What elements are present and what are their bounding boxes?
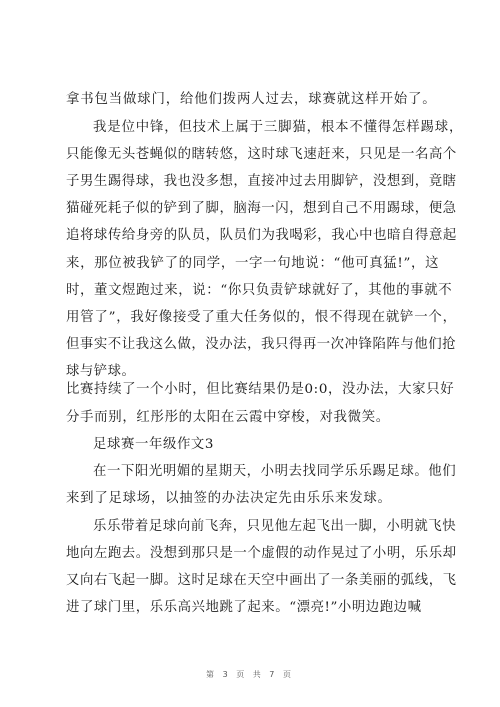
text-line: 只能像无头苍蝇似的瞎转悠，这时球飞速赶来，只见是一名高个: [66, 147, 457, 162]
text-line: 又向右飞起一脚。这时足球在天空中画出了一条美丽的弧线，飞: [66, 573, 457, 588]
text-line: 进了球门里，乐乐高兴地跳了起来。“漂亮!”小明边跑边喊: [66, 600, 422, 615]
text-line: 球与铲球。: [66, 364, 136, 379]
text-line: 时，董文煜跑过来，说：“你只负责铲球就好了，其他的事就不: [66, 283, 453, 298]
text-line: 追将球传给身旁的队员，队员们为我喝彩，我心中也暗自得意起: [66, 228, 457, 243]
text-line: 我是位中锋，但技术上属于三脚猫，根本不懂得怎样踢球，: [93, 120, 464, 135]
text-line: 比赛持续了一个小时，但比赛结果仍是0:0，没办法，大家只好: [66, 382, 455, 397]
text-line: 猫碰死耗子似的铲到了脚，脑海一闪，想到自己不用踢球，便急: [66, 201, 457, 216]
text-line: 拿书包当做球门，给他们拨两人过去，球赛就这样开始了。: [66, 92, 437, 107]
page-number-footer: 第 3 页 共 7 页: [206, 670, 294, 679]
text-line: 乐乐带着足球向前飞奔，只见他左起飞出一脚，小明就飞快: [93, 519, 457, 534]
text-line: 在一下阳光明媚的星期天，小明去找同学乐乐踢足球。他们: [93, 464, 457, 479]
text-line: 用管了”，我好像接受了重大任务似的，恨不得现在就铲一个，: [66, 310, 457, 325]
text-line: 子男生踢得球，我也没多想，直接冲过去用脚铲，没想到，竟瞎: [66, 174, 457, 189]
section-heading: 足球赛一年级作文3: [93, 437, 215, 452]
text-line: 但事实不让我这么做，没办法，我只得再一次冲锋陷阵与他们抢: [66, 337, 457, 352]
text-line: 来，那位被我铲了的同学，一字一句地说：“他可真猛!”，这: [66, 256, 440, 271]
text-line: 来到了足球场，以抽签的办法决定先由乐乐来发球。: [66, 491, 392, 506]
text-line: 分手而别，红彤彤的太阳在云霞中穿梭，对我微笑。: [66, 410, 390, 425]
text-line: 地向左跑去。没想到那只是一个虚假的动作晃过了小明，乐乐却: [66, 546, 457, 561]
